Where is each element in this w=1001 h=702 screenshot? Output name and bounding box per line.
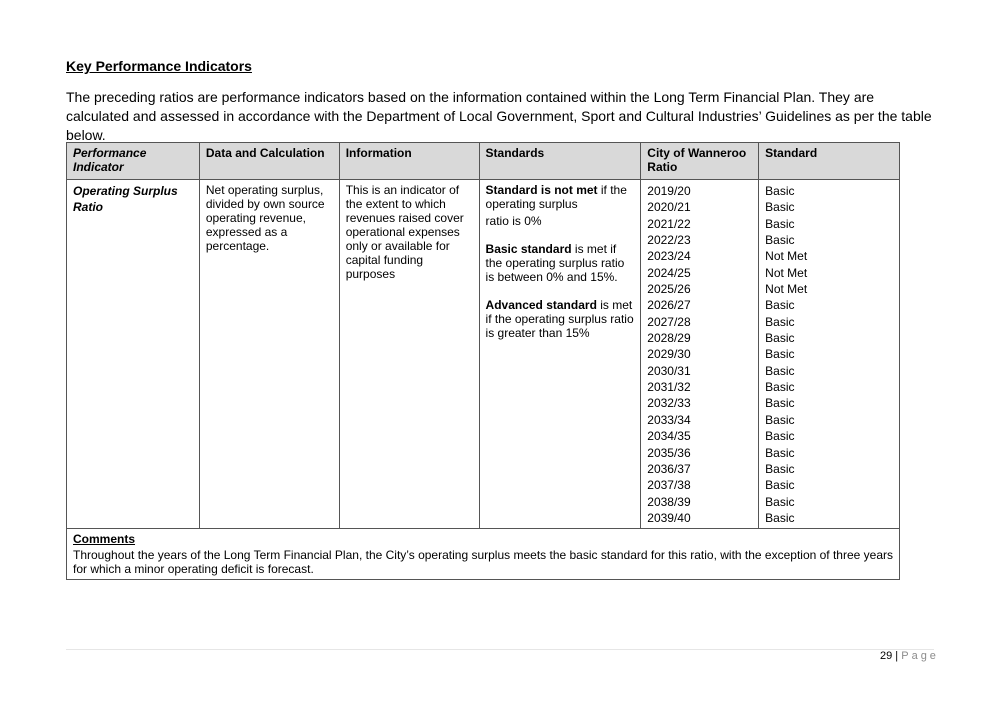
- year-item: 2026/27: [647, 298, 691, 313]
- year-item: 2038/39: [647, 494, 691, 509]
- result-item: Not Met: [765, 265, 808, 280]
- year-item: 2021/22: [647, 216, 691, 231]
- year-item: 2033/34: [647, 412, 691, 427]
- header-standards: Standards: [479, 143, 641, 180]
- result-item: Basic: [765, 494, 795, 509]
- result-item: Basic: [765, 200, 795, 215]
- data-calculation-cell: Net operating surplus, divided by own source operating revenue, expressed as a percentage.: [199, 180, 339, 529]
- basic-standard-line: Basic standard is met if the operating surplus ratio is between 0% and 15%.: [485, 242, 625, 284]
- result-item: Basic: [765, 331, 795, 346]
- result-item: Not Met: [765, 249, 808, 264]
- comments-title: Comments: [73, 532, 136, 547]
- table-row: [67, 180, 900, 529]
- result-item: Basic: [765, 461, 795, 476]
- result-item: Basic: [765, 233, 795, 248]
- year-item: 2024/25: [647, 265, 691, 280]
- header-standard: Standard: [759, 143, 900, 180]
- year-item: 2025/26: [647, 282, 691, 297]
- advanced-standard-line: Advanced standard is met if the operating surplus ratio is greater than 15%: [485, 298, 634, 340]
- year-item: 2030/31: [647, 363, 691, 378]
- year-item: 2019/20: [647, 184, 691, 198]
- not-met-line-2: ratio is 0%: [485, 214, 542, 228]
- year-item: 2022/23: [647, 233, 691, 248]
- result-item: Basic: [765, 184, 795, 198]
- results-cell: [759, 180, 900, 529]
- year-item: 2035/36: [647, 445, 691, 460]
- header-city-ratio: City of Wanneroo Ratio: [641, 143, 759, 180]
- comments-row: [67, 529, 900, 580]
- intro-paragraph: The preceding ratios are performance indicators based on the information contained within the Long Term Financial Plan. They are calculated and assessed in accordance with the Department of Local Government, Sport and Cultural Industries’ Guidelines as per the table below.: [66, 89, 932, 143]
- year-item: 2037/38: [647, 478, 691, 493]
- year-item: 2039/40: [647, 510, 691, 525]
- years-list: [647, 183, 752, 526]
- year-item: 2027/28: [647, 314, 691, 329]
- result-item: Basic: [765, 216, 795, 231]
- header-performance-indicator: Performance Indicator: [67, 143, 200, 180]
- result-item: Basic: [765, 429, 795, 444]
- result-item: Basic: [765, 478, 795, 493]
- result-item: Basic: [765, 314, 795, 329]
- year-item: 2029/30: [647, 347, 691, 362]
- result-item: Basic: [765, 347, 795, 362]
- page-heading: Key Performance Indicators: [66, 58, 252, 74]
- result-item: Basic: [765, 412, 795, 427]
- footer-divider: [66, 649, 934, 650]
- kpi-table: [66, 142, 900, 580]
- years-cell: [641, 180, 759, 529]
- page-number: 29 | Page: [880, 650, 939, 662]
- year-item: 2028/29: [647, 331, 691, 346]
- result-item: Basic: [765, 363, 795, 378]
- results-list: [765, 183, 893, 526]
- year-item: 2032/33: [647, 396, 691, 411]
- year-item: 2020/21: [647, 200, 691, 215]
- result-item: Basic: [765, 510, 795, 525]
- header-information: Information: [339, 143, 479, 180]
- year-item: 2023/24: [647, 249, 691, 264]
- year-item: 2036/37: [647, 461, 691, 476]
- not-met-line: Standard is not met if the operating surplus: [485, 183, 627, 211]
- information-cell: This is an indicator of the extent to which revenues raised cover operational expenses only or available for capital funding purposes: [339, 180, 479, 529]
- comments-text: Throughout the years of the Long Term Financial Plan, the City’s operating surplus meets the basic standard for this ratio, with the exception of three years for which a minor operating deficit is forecast.: [73, 548, 894, 577]
- comments-cell: [67, 529, 900, 580]
- result-item: Basic: [765, 396, 795, 411]
- result-item: Basic: [765, 380, 795, 395]
- table-header-row: [67, 143, 900, 180]
- indicator-name: Operating Surplus Ratio: [67, 180, 200, 529]
- result-item: Basic: [765, 298, 795, 313]
- result-item: Basic: [765, 445, 795, 460]
- standards-cell: [479, 180, 641, 529]
- year-item: 2034/35: [647, 429, 691, 444]
- result-item: Not Met: [765, 282, 808, 297]
- year-item: 2031/32: [647, 380, 691, 395]
- header-data-calculation: Data and Calculation: [199, 143, 339, 180]
